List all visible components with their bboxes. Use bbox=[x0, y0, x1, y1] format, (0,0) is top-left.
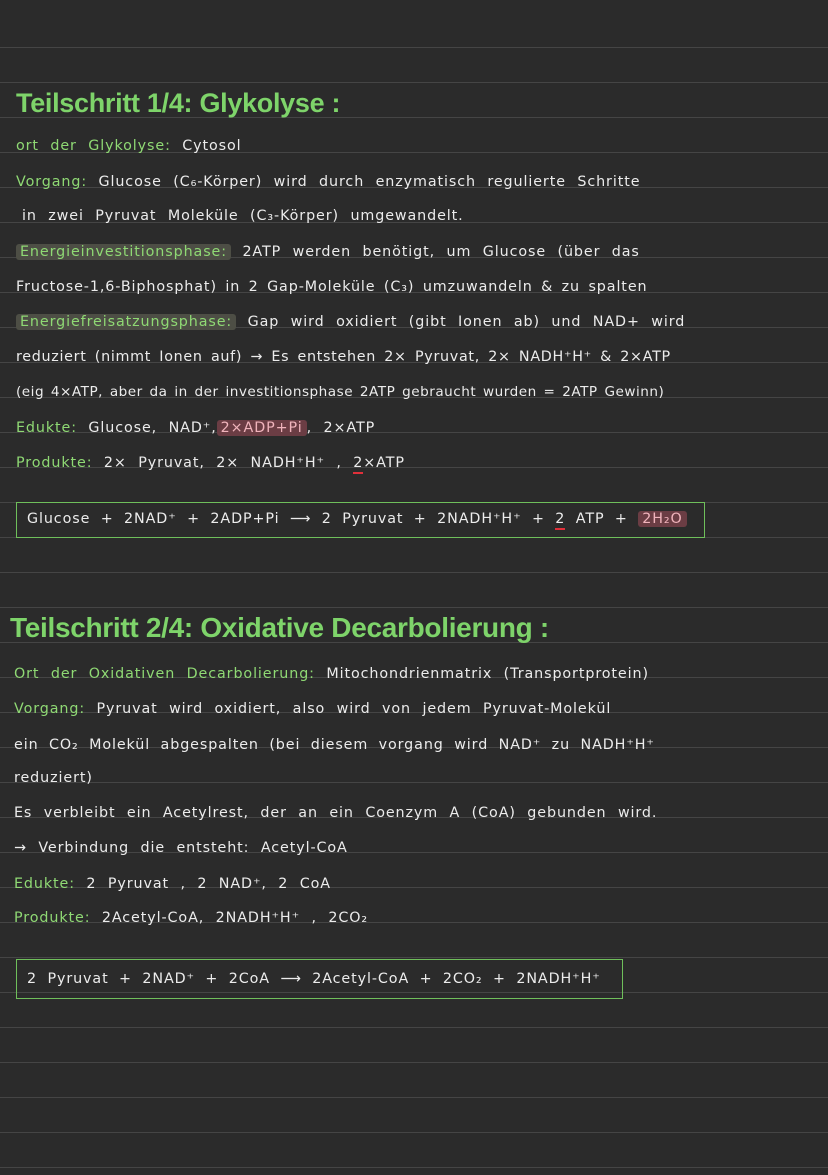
s1-eq-atp: ATP + bbox=[575, 511, 628, 527]
s1-ort-label: ort der Glykolyse: bbox=[16, 138, 171, 154]
s2-equation: 2 Pyruvat + 2NAD⁺ + 2CoA ⟶ 2Acetyl-CoA + 2CO₂ + 2NADH⁺H⁺ bbox=[27, 971, 601, 987]
s1-produkte-underlined-2: 2 bbox=[353, 455, 363, 474]
s1-edukte-c: , 2×ATP bbox=[306, 420, 376, 436]
s1-eq-underlined-2: 2 bbox=[555, 511, 565, 530]
s2-vorgang-line-3 bbox=[14, 768, 814, 788]
s1-frei-line bbox=[16, 312, 816, 332]
s1-edukte-line bbox=[16, 418, 816, 438]
s2-vorgang-line-2 bbox=[14, 735, 814, 755]
s1-vorgang-line-2 bbox=[22, 206, 822, 226]
s2-equation-box bbox=[16, 959, 623, 999]
s2-vorgang-text: Pyruvat wird oxidiert, also wird von jedem Pyruvat-Molekül bbox=[96, 701, 612, 717]
s2-ort-value: Mitochondrienmatrix (Transportprotein) bbox=[326, 666, 649, 682]
s2-edukte-label: Edukte: bbox=[14, 876, 75, 892]
s1-invest-text: 2ATP werden benötigt, um Glucose (über das bbox=[242, 244, 640, 260]
s1-produkte-line bbox=[16, 453, 816, 473]
s1-frei-text-2: reduziert (nimmt Ionen auf) → Es entstehen 2× Pyruvat, 2× NADH⁺H⁺ & 2×ATP bbox=[16, 349, 671, 365]
s2-rest-text: Es verbleibt ein Acetylrest, der an ein Coenzym A (CoA) gebunden wird. bbox=[14, 805, 658, 821]
s1-invest-text-2: Fructose-1,6-Biphosphat) in 2 Gap-Moleküle (C₃) umzuwandeln & zu spalten bbox=[16, 279, 648, 295]
s1-eq-water-highlight: 2H₂O bbox=[638, 511, 686, 527]
s2-vorgang-line bbox=[14, 699, 814, 719]
s1-produkte-a: 2× Pyruvat, 2× NADH⁺H⁺ , bbox=[103, 455, 342, 471]
s2-verbindung-line bbox=[14, 838, 814, 858]
s1-invest-label: Energieinvestitionsphase: bbox=[16, 244, 231, 260]
s1-invest-line bbox=[16, 242, 816, 262]
s1-equation-box bbox=[16, 502, 705, 538]
s1-edukte-highlight: 2×ADP+Pi bbox=[217, 420, 307, 436]
s2-produkte-text: 2Acetyl-CoA, 2NADH⁺H⁺ , 2CO₂ bbox=[101, 910, 369, 926]
s1-invest-line-2 bbox=[16, 277, 816, 297]
s2-rest-line bbox=[14, 803, 814, 823]
s1-ort-value: Cytosol bbox=[182, 138, 242, 154]
s1-frei-line-3 bbox=[16, 382, 816, 402]
s1-produkte-atp: ×ATP bbox=[363, 455, 405, 471]
s1-vorgang-label: Vorgang: bbox=[16, 174, 88, 190]
s2-vorgang-text-3: reduziert) bbox=[14, 770, 93, 786]
s2-ort-label: Ort der Oxidativen Decarbolierung: bbox=[14, 666, 315, 682]
s1-frei-line-2 bbox=[16, 347, 816, 367]
s1-edukte-a: Glucose, NAD⁺, bbox=[88, 420, 217, 436]
s1-produkte-label: Produkte: bbox=[16, 455, 93, 471]
s2-ort-line bbox=[14, 664, 814, 684]
s2-vorgang-text-2: ein CO₂ Molekül abgespalten (bei diesem vorgang wird NAD⁺ zu NADH⁺H⁺ bbox=[14, 737, 655, 753]
s1-vorgang-text: Glucose (C₆-Körper) wird durch enzymatisch regulierte Schritte bbox=[98, 174, 641, 190]
s2-produkte-line bbox=[14, 908, 814, 928]
s2-vorgang-label: Vorgang: bbox=[14, 701, 86, 717]
section-1-title: Teilschritt 1/4: Glykolyse : bbox=[16, 88, 341, 118]
s2-edukte-text: 2 Pyruvat , 2 NAD⁺, 2 CoA bbox=[86, 876, 331, 892]
s1-eq-part-a: Glucose + 2NAD⁺ + 2ADP+Pi ⟶ 2 Pyruvat + 2NADH⁺H⁺ + bbox=[27, 511, 545, 527]
s2-produkte-label: Produkte: bbox=[14, 910, 91, 926]
s1-ort-line bbox=[16, 136, 816, 156]
section-2-title: Teilschritt 2/4: Oxidative Decarbolierung : bbox=[10, 612, 549, 643]
s2-verbindung-text: → Verbindung die entsteht: Acetyl-CoA bbox=[14, 840, 348, 856]
s2-edukte-line bbox=[14, 874, 814, 894]
s1-edukte-label: Edukte: bbox=[16, 420, 77, 436]
s1-frei-text-3: (eig 4×ATP, aber da in der investitionsphase 2ATP gebraucht wurden = 2ATP Gewinn) bbox=[16, 384, 665, 400]
s1-frei-label: Energiefreisatzungsphase: bbox=[16, 314, 236, 330]
s1-frei-text: Gap wird oxidiert (gibt Ionen ab) und NAD+ wird bbox=[247, 314, 686, 330]
s1-vorgang-line bbox=[16, 172, 816, 192]
s1-vorgang-text-2: in zwei Pyruvat Moleküle (C₃-Körper) umgewandelt. bbox=[22, 208, 464, 224]
